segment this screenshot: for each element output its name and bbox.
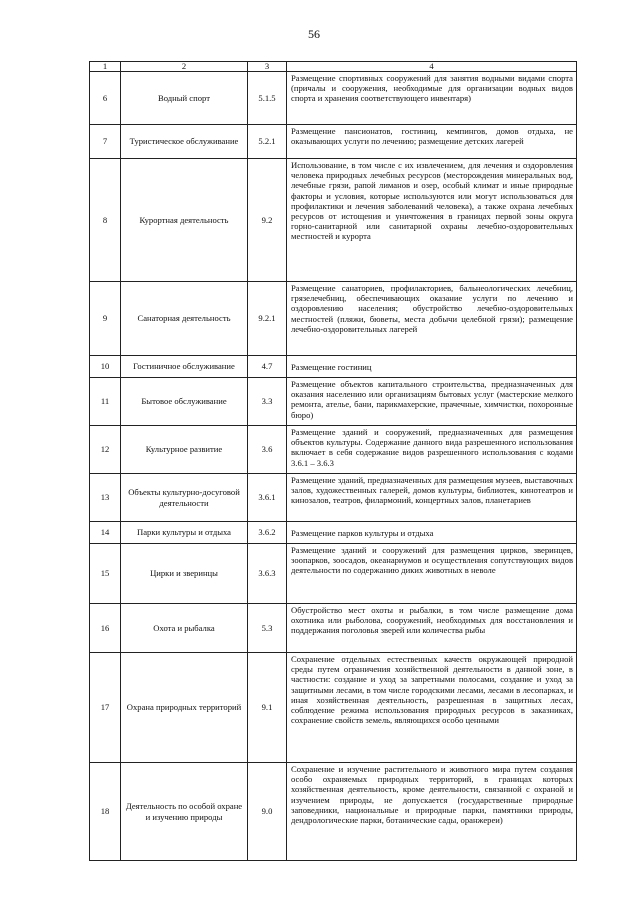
- use-type-code: 9.1: [248, 653, 287, 763]
- page-number: 56: [308, 27, 320, 41]
- use-type-description: Размещение гостиниц: [287, 356, 577, 378]
- use-type-description: Размещение спортивных сооружений для занятия водными видами спорта (причалы и сооружения, необходимые для организации водных видов спорта и хранения соответствующего инвентаря): [287, 72, 577, 125]
- row-number: 6: [90, 72, 121, 125]
- table-row: [90, 125, 577, 159]
- table-row: [90, 159, 577, 282]
- use-type-name: Культурное развитие: [121, 426, 248, 474]
- use-type-code: 9.0: [248, 763, 287, 861]
- row-number: 11: [90, 378, 121, 426]
- table-header-row: [90, 62, 577, 72]
- table-row: [90, 522, 577, 544]
- use-type-code: 9.2: [248, 159, 287, 282]
- use-type-name: Туристическое обслуживание: [121, 125, 248, 159]
- table-row: [90, 653, 577, 763]
- use-type-name: Охрана природных территорий: [121, 653, 248, 763]
- use-type-code: 3.6: [248, 426, 287, 474]
- row-number: 17: [90, 653, 121, 763]
- header-col-3: 3: [248, 62, 287, 72]
- use-type-code: 3.6.3: [248, 544, 287, 604]
- use-type-code: 5.2.1: [248, 125, 287, 159]
- use-type-code: 9.2.1: [248, 282, 287, 356]
- use-type-description: Использование, в том числе с их извлечением, для лечения и оздоровления человека природных лечебных ресурсов (месторождения минеральных вод, лечебные грязи, рапой лиманов и озер, особый климат и иные природные факторы и условия, которые используются или могут использоваться для профилактики и лечения заболеваний человека), а также охрана лечебных ресурсов от истощения и уничтожения в границах первой зоны округа горно-санитарной или санитарной охраны лечебно-оздоровительных местностей и курорта: [287, 159, 577, 282]
- row-number: 8: [90, 159, 121, 282]
- row-number: 16: [90, 604, 121, 653]
- use-type-description: Размещение зданий и сооружений, предназначенных для размещения объектов культуры. Содержание данного вида разрешенного использования включает в себя содержание видов разрешенного использования с кодами 3.6.1 – 3.6.3: [287, 426, 577, 474]
- use-type-description: Размещение пансионатов, гостиниц, кемпингов, домов отдыха, не оказывающих услуги по лечению; размещение детских лагерей: [287, 125, 577, 159]
- table-row: [90, 544, 577, 604]
- row-number: 14: [90, 522, 121, 544]
- use-type-description: Размещение зданий, предназначенных для размещения музеев, выставочных залов, художественных галерей, домов культуры, библиотек, кинотеатров и кинозалов, театров, филармоний, концертных залов, планетариев: [287, 474, 577, 522]
- header-col-2: 2: [121, 62, 248, 72]
- use-type-name: Бытовое обслуживание: [121, 378, 248, 426]
- use-type-description: Размещение санаториев, профилакториев, бальнеологических лечебниц, грязелечебниц, обеспечивающих оказание услуги по лечению и оздоровлению населения; обустройство лечебно-оздоровительных местностей (пляжи, бюветы, места добычи целебной грязи); размещение лечебно-оздоровительных лагерей: [287, 282, 577, 356]
- header-col-4: 4: [287, 62, 577, 72]
- row-number: 18: [90, 763, 121, 861]
- use-type-description: Обустройство мест охоты и рыбалки, в том числе размещение дома охотника или рыболова, сооружений, необходимых для восстановления и поддержания поголовья зверей или количества рыбы: [287, 604, 577, 653]
- use-type-name: Водный спорт: [121, 72, 248, 125]
- row-number: 9: [90, 282, 121, 356]
- row-number: 13: [90, 474, 121, 522]
- table-row: [90, 763, 577, 861]
- use-type-code: 5.3: [248, 604, 287, 653]
- use-type-name: Объекты культурно-досуговой деятельности: [121, 474, 248, 522]
- use-type-name: Гостиничное обслуживание: [121, 356, 248, 378]
- use-type-description: Размещение парков культуры и отдыха: [287, 522, 577, 544]
- use-type-name: Курортная деятельность: [121, 159, 248, 282]
- use-type-code: 5.1.5: [248, 72, 287, 125]
- table-row: [90, 378, 577, 426]
- use-type-name: Цирки и зверинцы: [121, 544, 248, 604]
- use-type-code: 3.6.1: [248, 474, 287, 522]
- use-type-description: Сохранение и изучение растительного и животного мира путем создания особо охраняемых природных территорий, в границах которых хозяйственная деятельность, кроме деятельности, связанной с охраной и изучением природы, не допускается (государственные природные заповедники, национальные и природные парки, памятники природы, дендрологические парки, ботанические сады, оранжереи): [287, 763, 577, 861]
- table-row: [90, 356, 577, 378]
- land-use-table: [89, 61, 577, 861]
- use-type-name: Парки культуры и отдыха: [121, 522, 248, 544]
- table-row: [90, 72, 577, 125]
- use-type-name: Деятельность по особой охране и изучению природы: [121, 763, 248, 861]
- use-type-code: 3.6.2: [248, 522, 287, 544]
- row-number: 12: [90, 426, 121, 474]
- use-type-description: Размещение объектов капитального строительства, предназначенных для оказания населению или организациям бытовых услуг (мастерские мелкого ремонта, ателье, бани, парикмахерские, прачечные, химчистки, похоронные бюро): [287, 378, 577, 426]
- use-type-code: 4.7: [248, 356, 287, 378]
- use-type-name: Охота и рыбалка: [121, 604, 248, 653]
- row-number: 15: [90, 544, 121, 604]
- use-type-code: 3.3: [248, 378, 287, 426]
- table-row: [90, 426, 577, 474]
- table-row: [90, 282, 577, 356]
- use-type-description: Сохранение отдельных естественных качеств окружающей природной среды путем ограничения хозяйственной деятельности в данной зоне, в частности: создание и уход за запретными полосами, создание и уход за защитными лесами, в том числе городскими лесами, лесами в лесопарках, и иная хозяйственная деятельность, разрешенная в защитных лесах, соблюдение режима использования природных ресурсов в заказниках, сохранение свойств земель, являющихся особо ценными: [287, 653, 577, 763]
- table-row: [90, 474, 577, 522]
- table-row: [90, 604, 577, 653]
- row-number: 10: [90, 356, 121, 378]
- row-number: 7: [90, 125, 121, 159]
- header-col-1: 1: [90, 62, 121, 72]
- use-type-name: Санаторная деятельность: [121, 282, 248, 356]
- use-type-description: Размещение зданий и сооружений для размещения цирков, зверинцев, зоопарков, зоосадов, океанариумов и осуществления сопутствующих видов деятельности по содержанию диких животных в неволе: [287, 544, 577, 604]
